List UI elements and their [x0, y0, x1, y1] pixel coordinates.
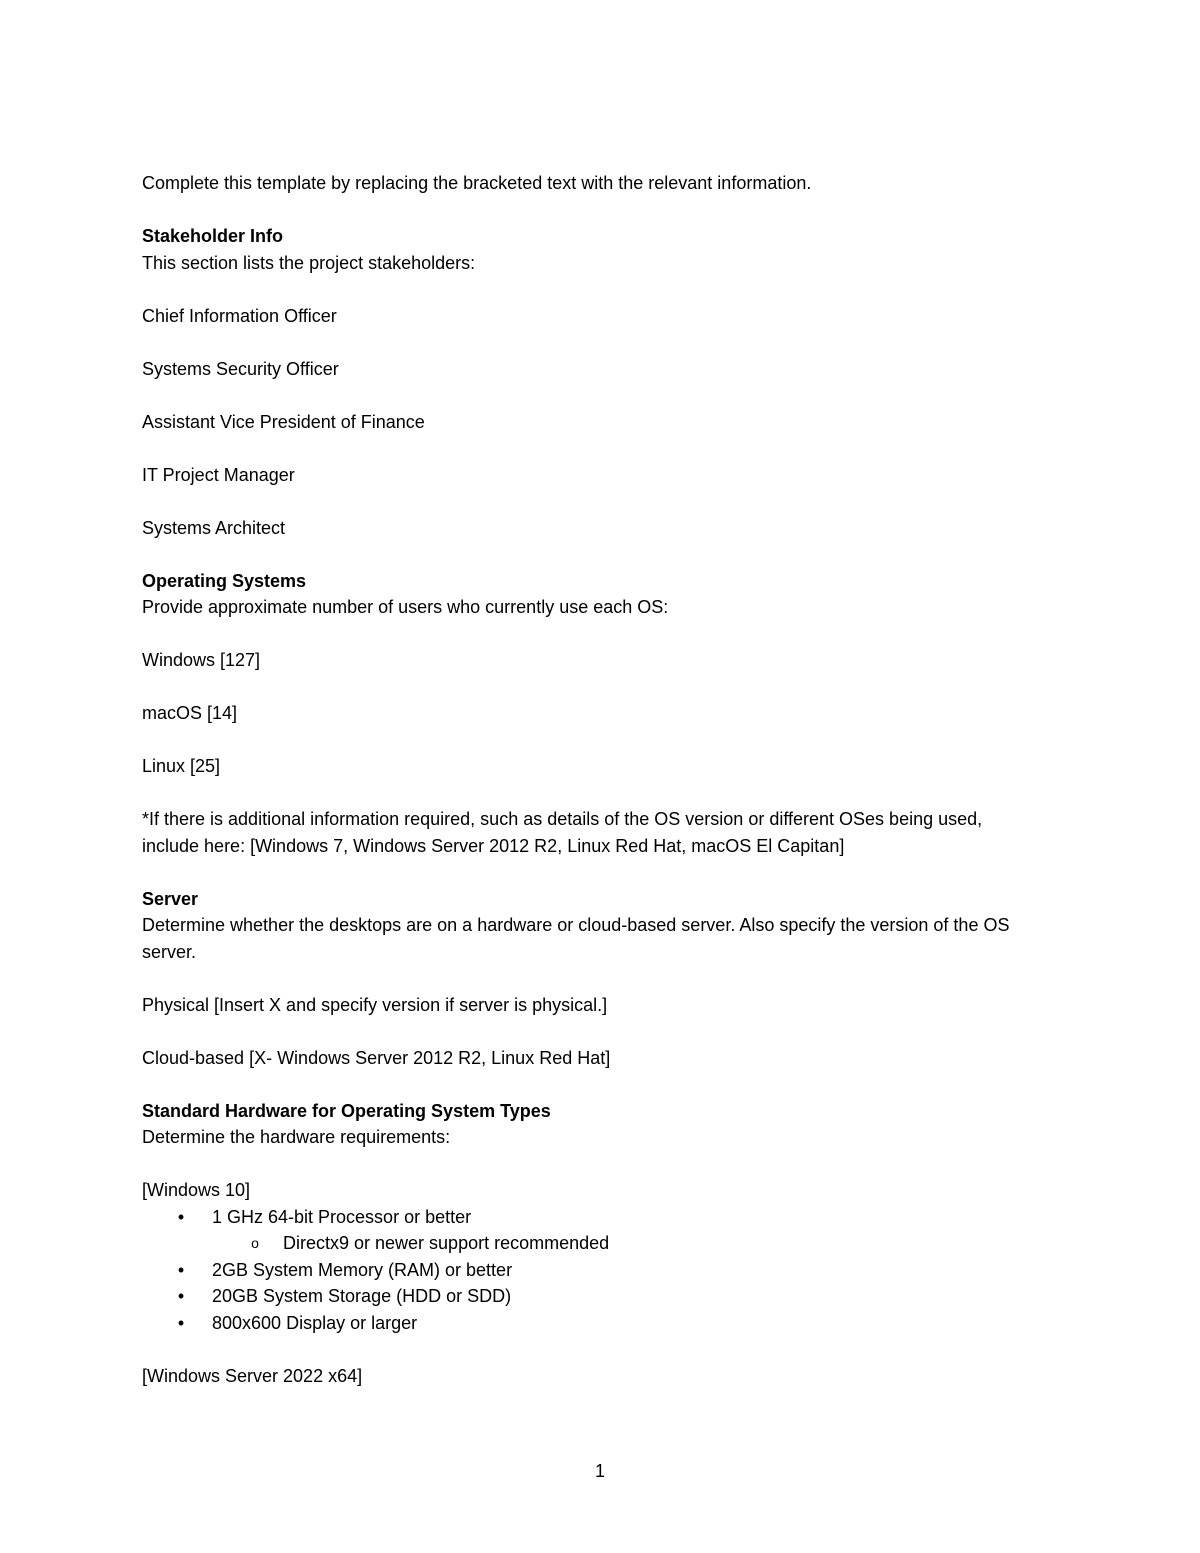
- os-note: *If there is additional information required, such as details of the OS version or different OSes being used, include here: [Windows 7, Windows Server 2012 R2, Linux Red Hat, macOS El Capitan]: [142, 809, 983, 856]
- hardware-heading: Standard Hardware for Operating System Types: [142, 1100, 551, 1121]
- stakeholder-item: IT Project Manager: [142, 464, 295, 485]
- server-heading: Server: [142, 888, 199, 909]
- bullet-icon: •: [177, 1286, 185, 1306]
- stakeholder-item: Systems Architect: [142, 517, 286, 538]
- stakeholder-heading: Stakeholder Info: [142, 226, 284, 246]
- stakeholder-item: Systems Security Officer: [142, 358, 339, 379]
- hardware-description: Determine the hardware requirements:: [142, 1127, 451, 1147]
- server-description: Determine whether the desktops are on a hardware or cloud-based server. Also specify the version of the OS server.: [142, 915, 1010, 962]
- windows10-title: [Windows 10]: [142, 1180, 251, 1200]
- stakeholder-item: Assistant Vice President of Finance: [142, 411, 425, 432]
- list-item: [142, 1310, 1042, 1337]
- list-item-text: 20GB System Storage (HDD or SDD): [212, 1286, 512, 1306]
- os-item: Linux [25]: [142, 756, 221, 776]
- bullet-icon: •: [177, 1312, 185, 1333]
- os-item: macOS [14]: [142, 703, 238, 723]
- bullet-icon: •: [177, 1206, 185, 1227]
- list-item-text: 800x600 Display or larger: [212, 1312, 418, 1333]
- list-item: [142, 1257, 1042, 1284]
- list-item-text: 2GB System Memory (RAM) or better: [212, 1259, 513, 1280]
- intro-text: Complete this template by replacing the bracketed text with the relevant information.: [142, 173, 812, 193]
- stakeholder-description: This section lists the project stakeholders:: [142, 252, 476, 273]
- stakeholder-item: Chief Information Officer: [142, 305, 337, 326]
- windows10-requirements-list: [142, 1204, 1042, 1337]
- server-physical: Physical [Insert X and specify version if server is physical.]: [142, 994, 608, 1015]
- os-description: Provide approximate number of users who currently use each OS:: [142, 597, 669, 617]
- list-item: [142, 1283, 1042, 1310]
- bullet-icon: •: [177, 1259, 185, 1280]
- os-heading: Operating Systems: [142, 570, 307, 591]
- list-item-text: Directx9 or newer support recommended: [283, 1233, 610, 1253]
- page-number: 1: [594, 1461, 605, 1481]
- windows-server-title: [Windows Server 2022 x64]: [142, 1365, 363, 1386]
- document-body: [142, 170, 1042, 1416]
- list-item: [142, 1204, 1042, 1231]
- list-item-text: 1 GHz 64-bit Processor or better: [212, 1206, 472, 1227]
- os-item: Windows [127]: [142, 650, 261, 670]
- server-cloud: Cloud-based [X- Windows Server 2012 R2, Linux Red Hat]: [142, 1047, 611, 1068]
- list-item: [142, 1230, 1042, 1257]
- sub-bullet-icon: o: [251, 1235, 259, 1251]
